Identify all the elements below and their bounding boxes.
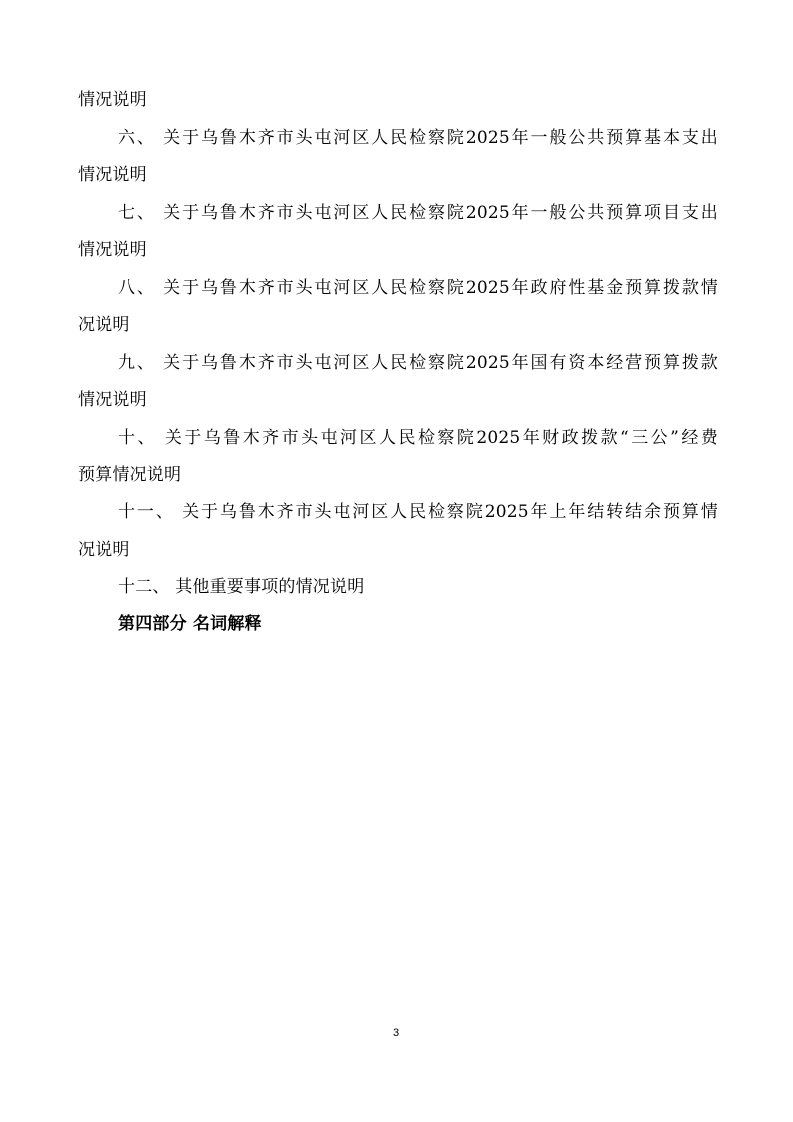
toc-line-continuation: 情况说明 xyxy=(78,165,147,185)
toc-line-continuation: 情况说明 xyxy=(78,240,147,260)
toc-item-6: 六、 关于乌鲁木齐市头屯河区人民检察院2025年一般公共预算基本支出 xyxy=(118,128,718,148)
page-number: 3 xyxy=(392,1027,400,1039)
toc-line-continuation: 况说明 xyxy=(78,315,130,335)
toc-item-7: 七、 关于乌鲁木齐市头屯河区人民检察院2025年一般公共预算项目支出 xyxy=(118,203,718,223)
toc-item-8: 八、 关于乌鲁木齐市头屯河区人民检察院2025年政府性基金预算拨款情 xyxy=(118,278,718,298)
toc-item-12: 十二、 其他重要事项的情况说明 xyxy=(118,577,365,597)
toc-line-continuation: 情况说明 xyxy=(78,390,147,410)
toc-line-continuation: 情况说明 xyxy=(78,90,147,110)
part-heading: 第四部分 名词解释 xyxy=(118,614,262,634)
toc-line-continuation: 预算情况说明 xyxy=(78,465,182,485)
toc-item-11: 十一、 关于乌鲁木齐市头屯河区人民检察院2025年上年结转结余预算情 xyxy=(118,502,718,522)
toc-line-continuation: 况说明 xyxy=(78,540,130,560)
toc-item-9: 九、 关于乌鲁木齐市头屯河区人民检察院2025年国有资本经营预算拨款 xyxy=(118,353,718,373)
toc-item-10: 十、 关于乌鲁木齐市头屯河区人民检察院2025年财政拨款“三公”经费 xyxy=(118,428,718,448)
